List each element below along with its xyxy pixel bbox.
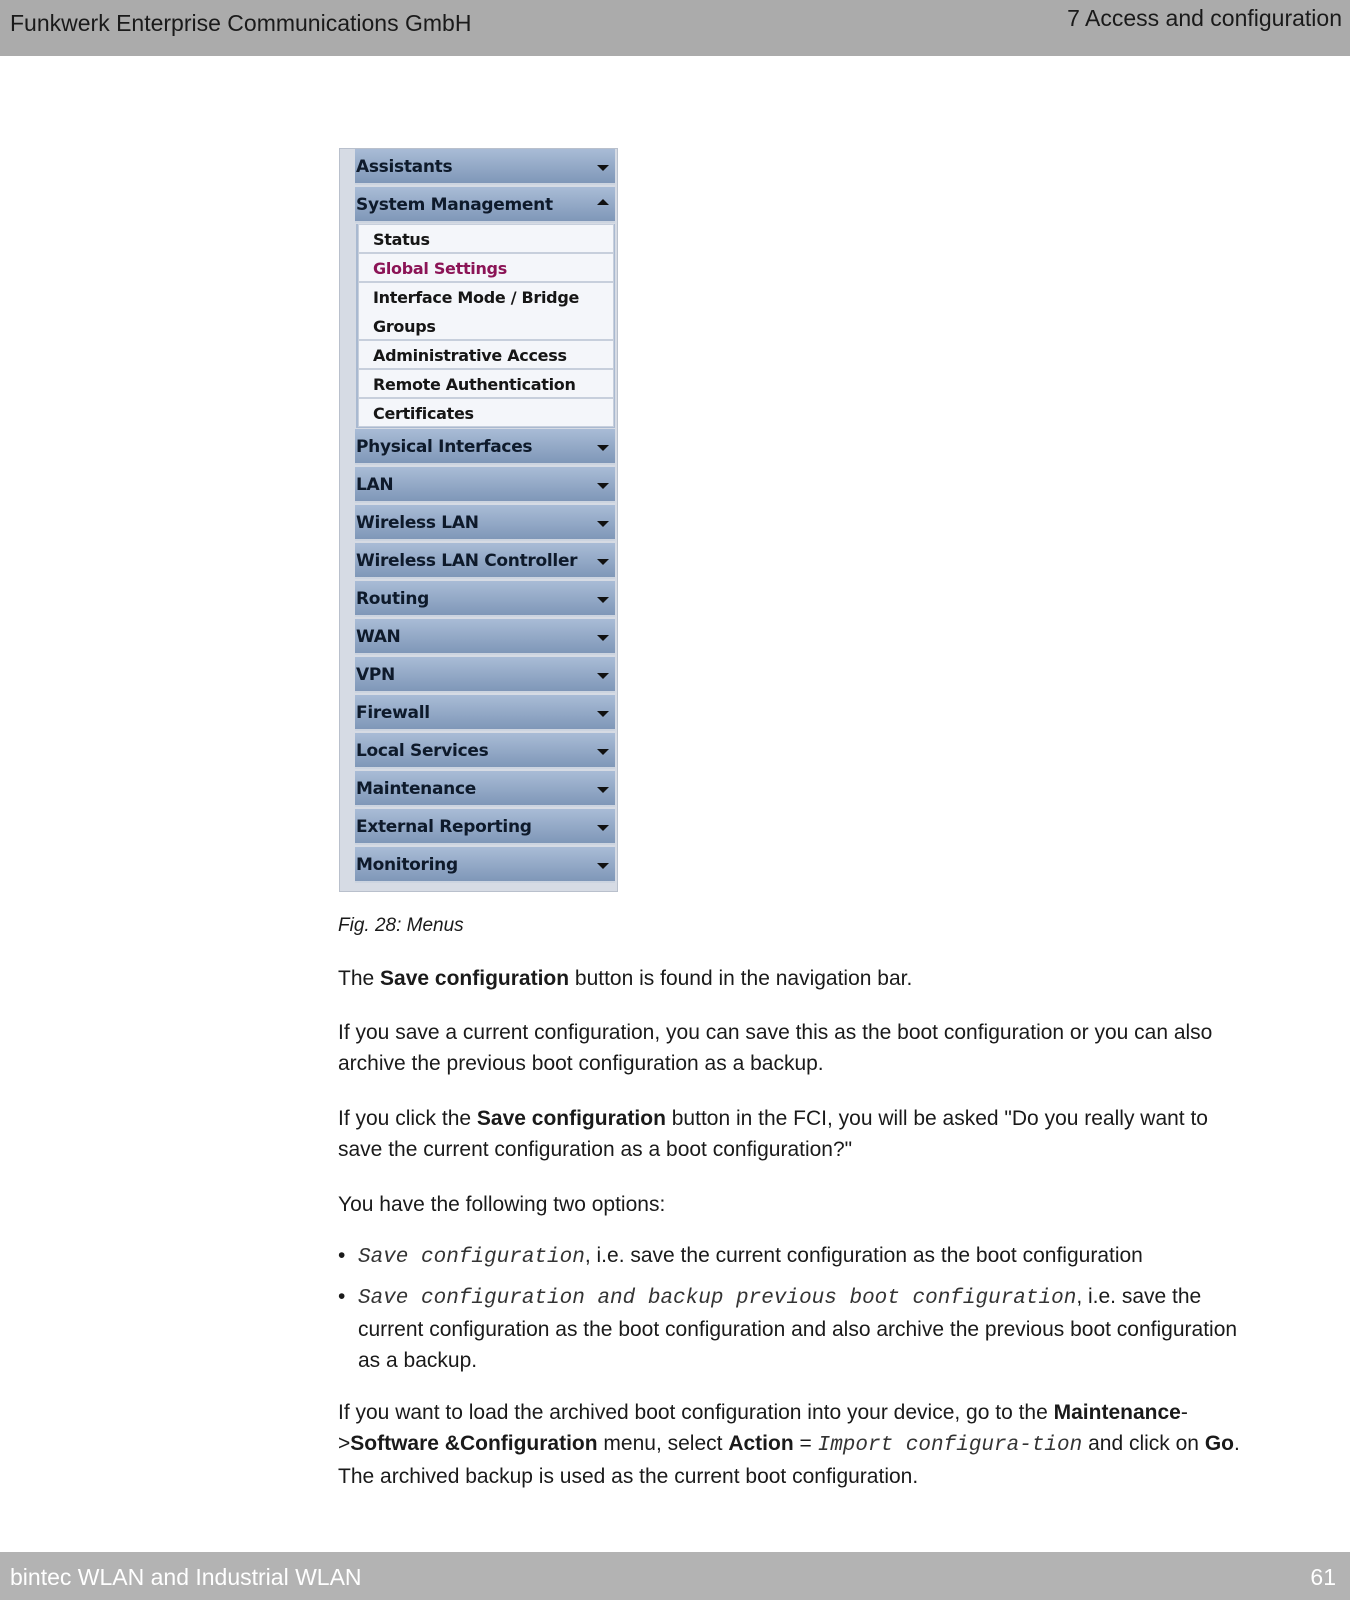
ui-term: Software &Configuration: [350, 1432, 598, 1455]
menu-item-system-management[interactable]: [355, 187, 615, 223]
paragraph-click-save: If you click the Save configuration button in the FCI, you will be asked "Do you really want to save the current configuration as a boot configuration?": [338, 1107, 1208, 1161]
chevron-up-icon: [597, 199, 609, 205]
option-value: Save configuration: [358, 1246, 585, 1269]
chevron-down-icon: [597, 597, 609, 603]
menu-screenshot: [339, 148, 618, 892]
submenu-item-label: Administrative Access: [373, 346, 567, 365]
submenu-item-label: Status: [373, 230, 430, 249]
ui-term: Action: [728, 1432, 794, 1455]
page-number: 61: [1310, 1564, 1336, 1590]
chevron-down-icon: [597, 787, 609, 793]
header-chapter: 7 Access and configuration: [1067, 5, 1342, 31]
menu-item-monitoring[interactable]: [355, 847, 615, 883]
paragraph-save-current: If you save a current configuration, you can save this as the boot configuration or you can also archive the previous boot configuration as a backup.: [338, 1021, 1213, 1075]
menu-item-lan[interactable]: [355, 467, 615, 503]
menu-item-label: Wireless LAN Controller: [356, 551, 578, 571]
submenu-item-label: Remote Authentication: [373, 375, 576, 394]
submenu-item-status[interactable]: [358, 224, 614, 253]
menu-item-label: Maintenance: [356, 779, 476, 799]
page-footer: [0, 1552, 1350, 1600]
page-header: [0, 0, 1350, 56]
chevron-down-icon: [597, 521, 609, 527]
submenu-item-label: Interface Mode / Bridge Groups: [373, 288, 580, 336]
chevron-down-icon: [597, 165, 609, 171]
ui-term: Save configuration: [476, 1107, 666, 1130]
chevron-down-icon: [597, 825, 609, 831]
menu-item-external-reporting[interactable]: [355, 809, 615, 845]
chevron-down-icon: [597, 863, 609, 869]
submenu-item-administrative-access[interactable]: [358, 340, 614, 369]
system-management-submenu: [356, 224, 615, 428]
chevron-down-icon: [597, 711, 609, 717]
menu-item-physical-interfaces[interactable]: [355, 429, 615, 465]
chevron-down-icon: [597, 559, 609, 565]
footer-product: bintec WLAN and Industrial WLAN: [10, 1564, 362, 1590]
menu-item-label: Physical Interfaces: [356, 437, 533, 457]
list-item: • Save configuration and backup previous boot configuration, i.e. save the current configuration as the boot configuration and also archive the previous boot configuration as a backup.: [338, 1281, 1253, 1376]
submenu-item-label: Global Settings: [373, 259, 507, 278]
submenu-item-global-settings[interactable]: [358, 253, 614, 282]
menu-item-vpn[interactable]: [355, 657, 615, 693]
paragraph-save-button: The Save configuration button is found in the navigation bar.: [338, 967, 913, 990]
menu-item-label: WAN: [356, 627, 401, 647]
paragraph-load-archived: If you want to load the archived boot configuration into your device, go to the Maintenance->Software &Configuration menu, select Action = Import configura-tion and click on Go. The archived backup is used as the current boot configuration.: [338, 1401, 1240, 1488]
bullet-icon: •: [338, 1285, 346, 1308]
figure-caption: Fig. 28: Menus: [338, 915, 464, 936]
menu-item-label: Local Services: [356, 741, 489, 761]
bullet-icon: •: [338, 1244, 346, 1267]
ui-term: Go: [1204, 1432, 1234, 1455]
option-value: Import configura-tion: [817, 1434, 1083, 1457]
menu-item-label: System Management: [356, 195, 553, 215]
chevron-down-icon: [597, 445, 609, 451]
menu-item-label: LAN: [356, 475, 394, 495]
menu-item-firewall[interactable]: [355, 695, 615, 731]
submenu-item-certificates[interactable]: [358, 398, 614, 427]
menu-item-maintenance[interactable]: [355, 771, 615, 807]
chevron-down-icon: [597, 635, 609, 641]
submenu-item-interface-mode[interactable]: [358, 282, 614, 340]
menu-item-label: VPN: [356, 665, 395, 685]
menu-item-label: Monitoring: [356, 855, 458, 875]
list-item: • Save configuration, i.e. save the current configuration as the boot configuration: [338, 1240, 1253, 1273]
menu-item-label: External Reporting: [356, 817, 532, 837]
menu-item-label: Assistants: [356, 157, 453, 177]
menu-item-assistants[interactable]: [355, 149, 615, 185]
menu-item-routing[interactable]: [355, 581, 615, 617]
submenu-item-remote-authentication[interactable]: [358, 369, 614, 398]
option-value: Save configuration and backup previous boot configuration: [358, 1287, 1077, 1310]
menu-item-wireless-lan-controller[interactable]: [355, 543, 615, 579]
menu-item-label: Wireless LAN: [356, 513, 479, 533]
menu-item-wireless-lan[interactable]: [355, 505, 615, 541]
menu-item-label: Routing: [356, 589, 429, 609]
ui-term: Maintenance: [1053, 1401, 1181, 1424]
menu-item-wan[interactable]: [355, 619, 615, 655]
menu-item-local-services[interactable]: [355, 733, 615, 769]
paragraph-options-intro: You have the following two options:: [338, 1193, 666, 1216]
submenu-item-label: Certificates: [373, 404, 474, 423]
chevron-down-icon: [597, 483, 609, 489]
chevron-down-icon: [597, 673, 609, 679]
ui-term: Save configuration: [380, 967, 570, 990]
chevron-down-icon: [597, 749, 609, 755]
header-company: Funkwerk Enterprise Communications GmbH: [10, 10, 472, 36]
menu-item-label: Firewall: [356, 703, 430, 723]
